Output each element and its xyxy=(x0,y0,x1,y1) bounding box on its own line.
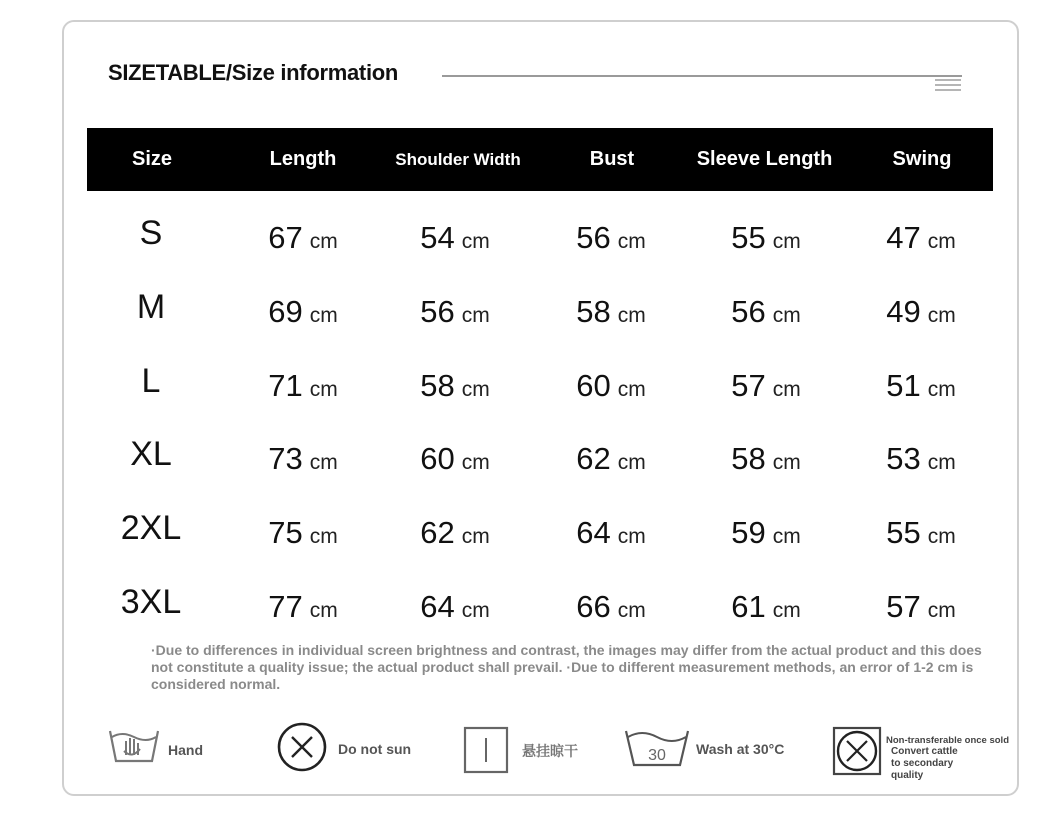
measurement-value: 66 xyxy=(576,589,611,624)
wash-label: Wash at 30°C xyxy=(696,741,785,757)
measurement-unit: cm xyxy=(309,304,338,327)
measurement-value: 55 xyxy=(731,220,766,255)
measurement-cell xyxy=(551,220,671,270)
measurement-value: 51 xyxy=(886,368,921,403)
measurement-value: 57 xyxy=(886,589,921,624)
measurement-unit: cm xyxy=(461,525,490,548)
measurement-unit: cm xyxy=(927,599,956,622)
measurement-value: 47 xyxy=(886,220,921,255)
measurement-value: 64 xyxy=(576,515,611,550)
measurement-cell xyxy=(551,515,671,565)
measurement-cell xyxy=(861,589,981,639)
decor-line xyxy=(935,79,961,81)
measurement-value: 55 xyxy=(886,515,921,550)
measurement-value: 57 xyxy=(731,368,766,403)
measurement-cell xyxy=(551,441,671,491)
measurement-unit: cm xyxy=(617,378,646,401)
measurement-unit: cm xyxy=(309,230,338,253)
measurement-cell xyxy=(395,368,515,418)
measurement-cell xyxy=(243,515,363,565)
measurement-cell xyxy=(861,294,981,344)
measurement-value: 62 xyxy=(420,515,455,550)
measurement-unit: cm xyxy=(927,525,956,548)
measurement-value: 77 xyxy=(268,589,303,624)
measurement-cell xyxy=(395,515,515,565)
measurement-unit: cm xyxy=(461,230,490,253)
measurement-unit: cm xyxy=(461,304,490,327)
measurement-unit: cm xyxy=(772,304,801,327)
header-length: Length xyxy=(269,148,337,170)
measurement-value: 75 xyxy=(268,515,303,550)
measurement-unit: cm xyxy=(309,451,338,474)
measurement-cell xyxy=(551,294,671,344)
measurement-value: 73 xyxy=(268,441,303,476)
measurement-unit: cm xyxy=(309,599,338,622)
measurement-value: 71 xyxy=(268,368,303,403)
measurement-cell xyxy=(243,220,363,270)
measurement-value: 62 xyxy=(576,441,611,476)
page-title: SIZETABLE/Size information xyxy=(108,60,399,85)
wash-30-icon xyxy=(624,727,690,769)
hand-wash-icon xyxy=(108,725,160,767)
measurement-unit: cm xyxy=(772,230,801,253)
no-transfer-line-4: quality xyxy=(891,770,924,781)
header-swing: Swing xyxy=(892,148,952,170)
measurement-cell xyxy=(706,368,826,418)
measurement-cell xyxy=(551,368,671,418)
measurement-value: 54 xyxy=(420,220,455,255)
header-sleeve-length: Sleeve Length xyxy=(696,148,833,170)
measurement-value: 69 xyxy=(268,294,303,329)
measurement-unit: cm xyxy=(772,451,801,474)
size-label: M xyxy=(136,288,166,326)
measurement-cell xyxy=(395,441,515,491)
size-label: 3XL xyxy=(120,583,182,621)
measurement-cell xyxy=(861,368,981,418)
no-transfer-line-3: to secondary xyxy=(891,758,954,769)
measurement-value: 53 xyxy=(886,441,921,476)
measurement-unit: cm xyxy=(617,525,646,548)
do-not-sun-icon xyxy=(276,721,328,773)
measurement-value: 60 xyxy=(576,368,611,403)
measurement-cell xyxy=(706,441,826,491)
no-transfer-icon xyxy=(832,726,882,776)
measurement-value: 58 xyxy=(576,294,611,329)
measurement-value: 64 xyxy=(420,589,455,624)
measurement-unit: cm xyxy=(927,304,956,327)
measurement-cell xyxy=(706,294,826,344)
wash-temp-symbol: 30 xyxy=(648,747,666,764)
measurement-unit: cm xyxy=(461,599,490,622)
measurement-unit: cm xyxy=(617,451,646,474)
header-bust: Bust xyxy=(589,148,635,170)
measurement-unit: cm xyxy=(309,525,338,548)
measurement-unit: cm xyxy=(772,378,801,401)
header-size: Size xyxy=(131,148,173,170)
measurement-unit: cm xyxy=(927,230,956,253)
measurement-value: 67 xyxy=(268,220,303,255)
measurement-value: 49 xyxy=(886,294,921,329)
measurement-unit: cm xyxy=(772,525,801,548)
measurement-cell xyxy=(395,220,515,270)
measurement-value: 56 xyxy=(420,294,455,329)
decor-line xyxy=(935,89,961,91)
size-label: 2XL xyxy=(120,509,182,547)
hang-dry-icon xyxy=(463,726,509,774)
title-divider xyxy=(442,75,962,77)
measurement-value: 56 xyxy=(576,220,611,255)
hang-dry-label: 悬挂晾干 xyxy=(522,743,578,759)
measurement-value: 60 xyxy=(420,441,455,476)
measurement-unit: cm xyxy=(927,378,956,401)
measurement-unit: cm xyxy=(772,599,801,622)
measurement-cell xyxy=(395,294,515,344)
measurement-unit: cm xyxy=(927,451,956,474)
do-not-sun-label: Do not sun xyxy=(338,741,412,757)
decor-line xyxy=(935,84,961,86)
measurement-cell xyxy=(243,441,363,491)
disclaimer-note: ·Due to differences in individual screen brightness and contrast, the images may differ from the actual product and this does not constitute a quality issue; the actual product shall prevail. ·Due to different measurement methods, an error of 1-2 cm is considered normal. xyxy=(151,642,982,692)
table-header xyxy=(87,128,993,191)
measurement-value: 56 xyxy=(731,294,766,329)
measurement-unit: cm xyxy=(617,599,646,622)
measurement-cell xyxy=(861,220,981,270)
measurement-cell xyxy=(243,589,363,639)
measurement-value: 58 xyxy=(420,368,455,403)
measurement-cell xyxy=(243,368,363,418)
measurement-cell xyxy=(706,589,826,639)
measurement-cell xyxy=(243,294,363,344)
measurement-value: 59 xyxy=(731,515,766,550)
no-transfer-line-1: Non-transferable once sold xyxy=(886,735,1009,746)
header-shoulder-width: Shoulder Width xyxy=(395,149,521,169)
measurement-cell xyxy=(861,441,981,491)
size-label: L xyxy=(141,362,161,400)
measurement-unit: cm xyxy=(309,378,338,401)
measurement-cell xyxy=(395,589,515,639)
measurement-value: 58 xyxy=(731,441,766,476)
measurement-unit: cm xyxy=(461,451,490,474)
measurement-cell xyxy=(706,220,826,270)
measurement-value: 61 xyxy=(731,589,766,624)
measurement-cell xyxy=(861,515,981,565)
size-label: XL xyxy=(130,435,172,473)
no-transfer-line-2: Convert cattle xyxy=(891,746,958,757)
measurement-cell xyxy=(551,589,671,639)
size-label: S xyxy=(139,214,163,252)
measurement-cell xyxy=(706,515,826,565)
measurement-unit: cm xyxy=(617,230,646,253)
measurement-unit: cm xyxy=(461,378,490,401)
hand-label: Hand xyxy=(168,742,203,758)
measurement-unit: cm xyxy=(617,304,646,327)
